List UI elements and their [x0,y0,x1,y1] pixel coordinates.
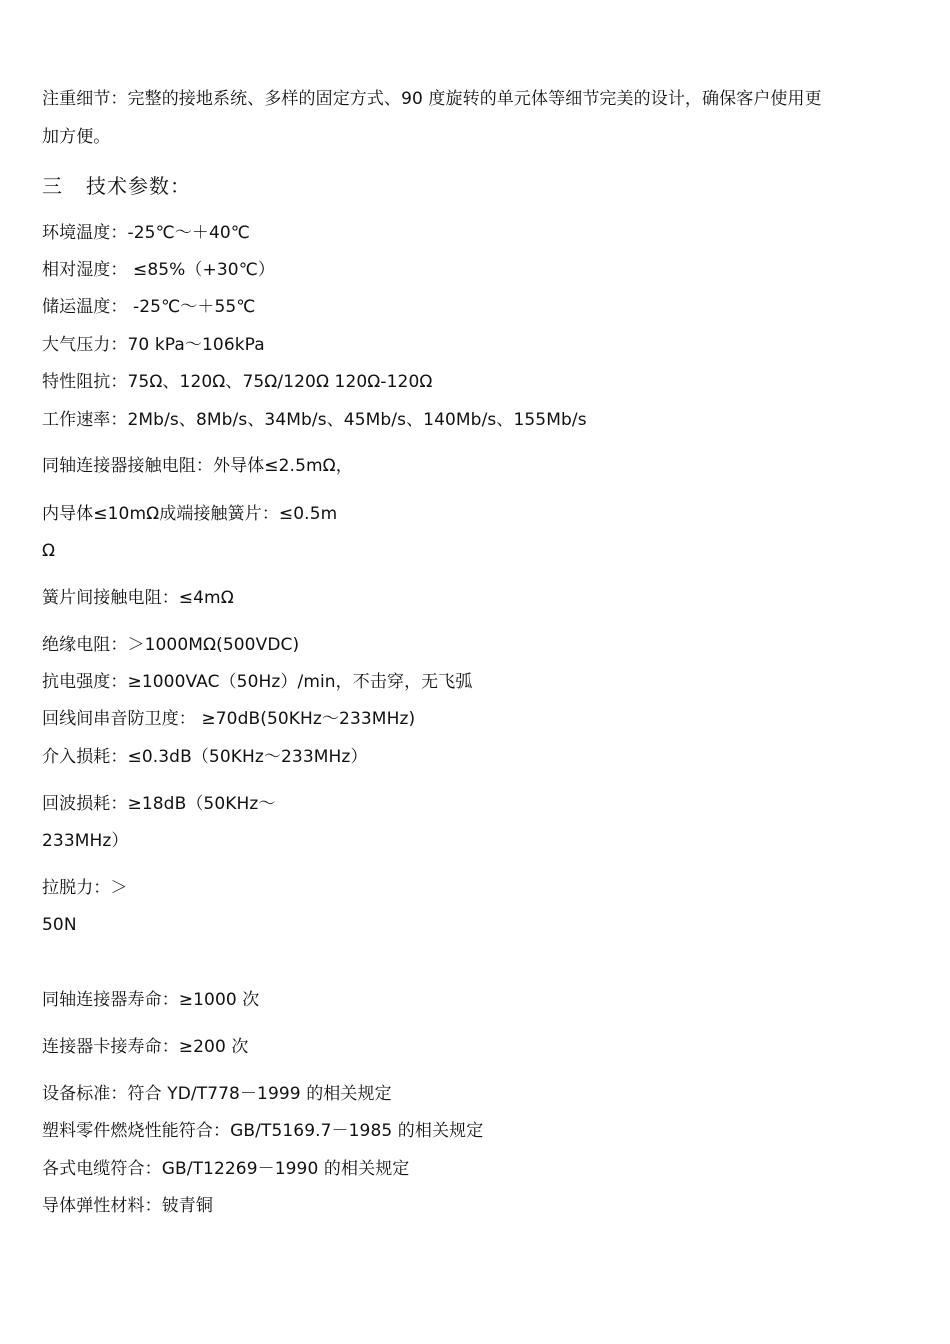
spec-spring-contact-resistance: 簧片间接触电阻：≤4mΩ [42,588,234,608]
spec-dielectric-strength: 抗电强度：≥1000VAC（50Hz）/min，不击穿，无飞弧 [42,672,473,692]
spec-pull-force: 拉脱力：＞ [42,878,128,898]
spec-coaxial-connector-life: 同轴连接器寿命：≥1000 次 [42,990,260,1010]
spec-crosstalk-attenuation: 回线间串音防卫度： ≥70dB(50KHz～233MHz) [42,709,416,729]
spec-cable-standard: 各式电缆符合：GB/T12269－1990 的相关规定 [42,1159,410,1179]
spec-ambient-temperature: 环境温度：-25℃～＋40℃ [42,223,250,243]
spec-plastic-flammability: 塑料零件燃烧性能符合：GB/T5169.7－1985 的相关规定 [42,1121,484,1141]
intro-line-2: 加方便。 [42,127,111,147]
spec-storage-temperature: 储运温度： -25℃～＋55℃ [42,297,256,317]
spec-conductor-material: 导体弹性材料：铍青铜 [42,1196,213,1216]
spec-return-loss: 回波损耗：≥18dB（50KHz～ [42,794,276,814]
intro-line-1: 注重细节：完整的接地系统、多样的固定方式、90 度旋转的单元体等细节完美的设计，确保客户使用更 [42,89,822,109]
spec-contact-resistance-inner-unit: Ω [42,541,56,561]
spec-return-loss-cont: 233MHz） [42,831,129,851]
spec-pull-force-cont: 50N [42,915,77,935]
spec-contact-resistance-outer: 同轴连接器接触电阻：外导体≤2.5mΩ， [42,456,353,476]
section-title: 技术参数： [86,174,191,198]
spec-connector-clamp-life: 连接器卡接寿命：≥200 次 [42,1037,249,1057]
section-heading [42,173,191,199]
spec-contact-resistance-inner: 内导体≤10mΩ成端接触簧片：≤0.5m [42,504,338,524]
spec-atmospheric-pressure: 大气压力：70 kPa～106kPa [42,335,265,355]
spec-equipment-standard: 设备标准：符合 YD/T778－1999 的相关规定 [42,1084,392,1104]
spec-working-rate: 工作速率：2Mb/s、8Mb/s、34Mb/s、45Mb/s、140Mb/s、155Mb/s [42,410,587,430]
spec-relative-humidity: 相对湿度： ≤85%（+30℃） [42,260,276,280]
spec-insulation-resistance: 绝缘电阻：＞1000MΩ(500VDC) [42,635,300,655]
spec-insertion-loss: 介入损耗：≤0.3dB（50KHz～233MHz） [42,747,368,767]
spec-characteristic-impedance: 特性阻抗：75Ω、120Ω、75Ω/120Ω 120Ω-120Ω [42,372,433,392]
section-number: 三 [42,174,63,198]
